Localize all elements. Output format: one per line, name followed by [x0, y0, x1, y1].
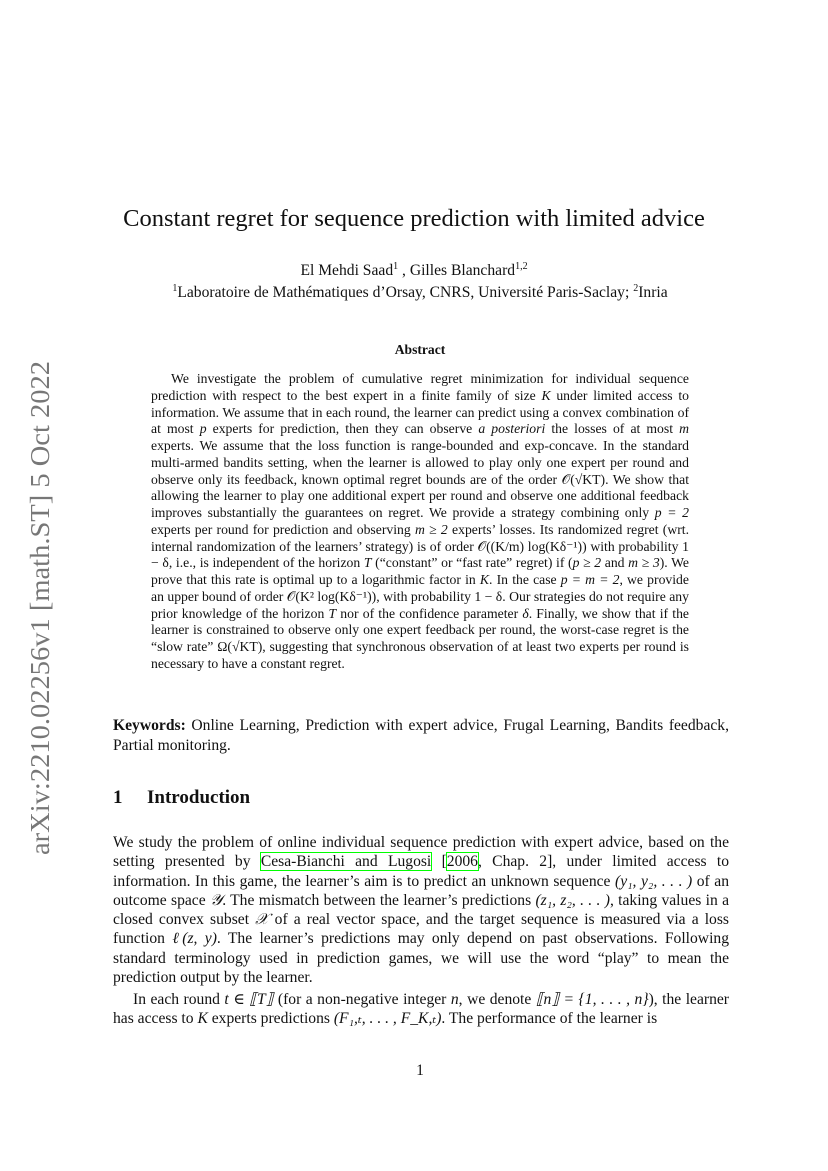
- page-number: 1: [416, 1062, 424, 1079]
- affil-2-mark: 2: [633, 283, 639, 294]
- arxiv-stamp-text: arXiv:2210.02256v1 [math.ST] 5 Oct 2022: [24, 378, 55, 855]
- paper-title: Constant regret for sequence prediction with limited advice: [123, 205, 705, 232]
- affil-2: Inria: [638, 284, 668, 301]
- section-number: 1: [113, 787, 123, 808]
- section-heading: [113, 787, 250, 809]
- keywords-text: Online Learning, Prediction with expert advice, Frugal Learning, Bandits feedback, Partial monitoring.: [113, 717, 729, 754]
- citation-link-authors[interactable]: Cesa-Bianchi and Lugosi: [260, 853, 432, 871]
- abstract-body: We investigate the problem of cumulative regret minimization for individual sequence prediction with respect to the best expert in a finite family of size K under limited access to information. We assume that in each round, the learner can predict using a convex combination of at most p experts for prediction, then they can observe a posteriori the losses of at most m experts. We assume that the loss function is range-bounded and exp-concave. In the standard multi-armed bandits setting, when the learner is allowed to play only one expert per round and observe only its feedback, known optimal regret bounds are of the order 𝒪(√KT). We show that allowing the learner to play one additional expert per round and observe one additional feedback improves substantially the guarantees on regret. We provide a strategy combining only p = 2 experts per round for prediction and observing m ≥ 2 experts’ losses. Its randomized regret (wrt. internal randomization of the learners’ strategy) is of order 𝒪((K/m) log(Kδ⁻¹)) with probability 1 − δ, i.e., is independent of the horizon T (“constant” or “fast rate” regret) if (p ≥ 2 and m ≥ 3). We prove that this rate is optimal up to a logarithmic factor in K. In the case p = m = 2, we provide an upper bound of order 𝒪(K² log(Kδ⁻¹)), with probability 1 − δ. Our strategies do not require any prior knowledge of the horizon T nor of the confidence parameter δ. Finally, we show that if the learner is constrained to observe only one expert feedback per round, the worst-case regret is the “slow rate” Ω(√KT), suggesting that synchronous observation of at least two experts per round is necessary to have a constant regret.: [151, 371, 690, 671]
- author-2: Gilles Blanchard: [409, 262, 516, 279]
- keywords: [113, 716, 729, 756]
- author-1: El Mehdi Saad: [300, 262, 394, 279]
- affil-1-mark: 1: [172, 283, 178, 294]
- author-2-affil-mark: 1,2: [515, 261, 528, 272]
- section-title: Introduction: [147, 787, 251, 808]
- author-separator: ,: [398, 262, 410, 279]
- keywords-label: Keywords:: [113, 717, 186, 734]
- author-line: [0, 262, 828, 280]
- affil-1: Laboratoire de Mathématiques d’Orsay, CNRS, Université Paris-Saclay;: [177, 284, 634, 301]
- citation-link-year[interactable]: 2006: [446, 853, 478, 871]
- abstract-heading: Abstract: [394, 342, 446, 357]
- author-1-affil-mark: 1: [393, 261, 399, 272]
- arxiv-stamp: [16, 360, 60, 860]
- intro-paragraph-1: We study the problem of online individual sequence prediction with expert advice, based on the setting presented by Cesa-Bianchi and Lugosi [2006, Chap. 2], under limited access to information. In this game, the learner’s aim is to predict an unknown sequence (y₁, y₂, . . . ) of an outcome space 𝒴. The mismatch between the learner’s predictions (z₁, z₂, . . . ), taking values in a closed convex subset 𝒳 of a real vector space, and the target sequence is measured via a loss function ℓ(z, y). The learner’s predictions may only depend on past observations. Following standard terminology used in prediction games, we will use the word “play” to mean the prediction output by the learner.: [113, 834, 730, 987]
- intro-paragraph-2: In each round t ∈ ⟦T⟧ (for a non-negative integer n, we denote ⟦n⟧ = {1, . . . , n}), the learner has access to K experts predictions (F₁,ₜ, . . . , F_K,ₜ). The performance of the learner is: [113, 991, 730, 1028]
- affiliations: [0, 284, 828, 302]
